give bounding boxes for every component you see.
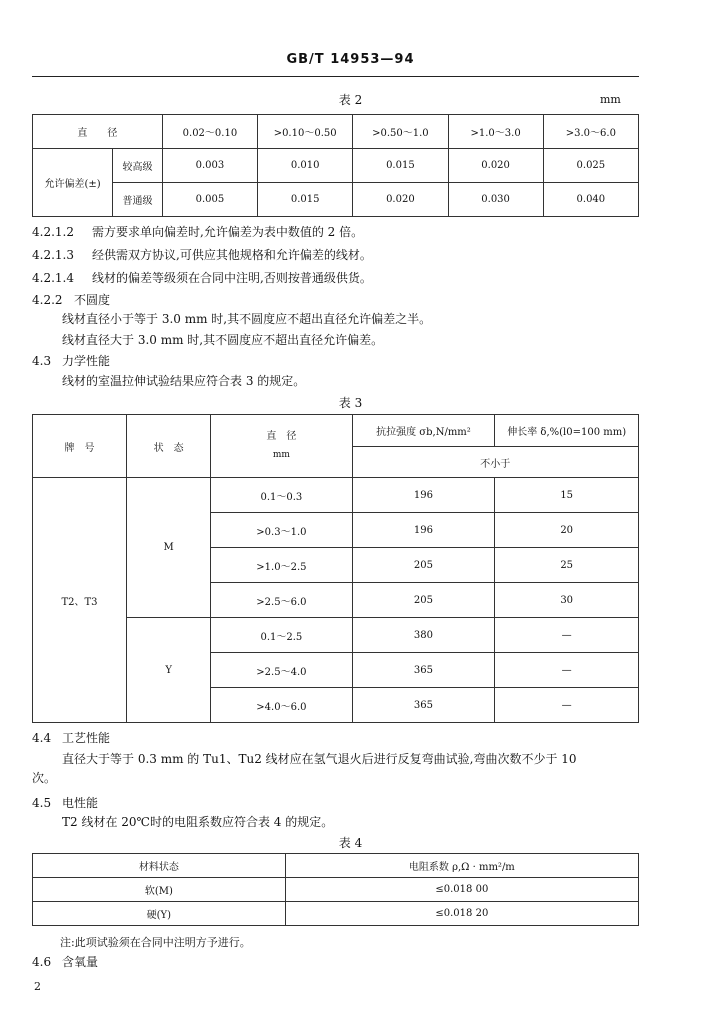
table-cell: 196 bbox=[352, 478, 495, 513]
col-state: 状 态 bbox=[127, 415, 211, 478]
state-cell: M bbox=[127, 478, 211, 618]
table-cell: 205 bbox=[352, 583, 495, 618]
table-4 bbox=[32, 853, 639, 926]
col-material-state: 材料状态 bbox=[33, 854, 286, 878]
section-title: 电性能 bbox=[62, 796, 99, 810]
col-grade: 牌 号 bbox=[33, 415, 127, 478]
table-cell: >0.3～1.0 bbox=[211, 513, 352, 548]
table-cell: 0.1～2.5 bbox=[211, 618, 352, 653]
diameter-label: 直 径 bbox=[33, 115, 163, 149]
header-rule bbox=[32, 76, 639, 77]
table-cell: — bbox=[495, 653, 639, 688]
clause-4-2-1-4 bbox=[32, 268, 372, 288]
section-number: 4.6 bbox=[32, 955, 52, 969]
table-cell: 205 bbox=[352, 548, 495, 583]
table-cell: 0.005 bbox=[162, 183, 257, 217]
state-cell: Y bbox=[127, 618, 211, 723]
table-cell: 20 bbox=[495, 513, 639, 548]
col-elongation: 伸长率 δ,%(l0=100 mm) bbox=[495, 415, 639, 447]
table-cell: 0.030 bbox=[448, 183, 543, 217]
table-cell: 0.015 bbox=[353, 149, 448, 183]
table-cell: ≤0.018 00 bbox=[285, 878, 638, 902]
section-title: 力学性能 bbox=[62, 354, 111, 368]
paragraph: 线材直径小于等于 3.0 mm 时,其不圆度应不超出直径允许偏差之半。 bbox=[62, 312, 432, 326]
table-cell: 硬(Y) bbox=[33, 902, 286, 926]
table-cell: >4.0～6.0 bbox=[211, 688, 352, 723]
clause-4-2-1-3 bbox=[32, 245, 372, 265]
paragraph: 线材直径大于 3.0 mm 时,其不圆度应不超出直径允许偏差。 bbox=[62, 333, 384, 347]
table3-caption: 表 3 bbox=[338, 396, 363, 410]
table-cell: >1.0～2.5 bbox=[211, 548, 352, 583]
table-cell: 365 bbox=[352, 688, 495, 723]
clause-4-2-1-2 bbox=[32, 222, 363, 242]
section-4-4-heading bbox=[32, 728, 110, 748]
col-tensile: 抗拉强度 σb,N/mm² bbox=[352, 415, 495, 447]
paragraph: 直径大于等于 0.3 mm 的 Tu1、Tu2 线材应在氢气退火后进行反复弯曲试验,弯曲次数不少于 10 bbox=[62, 752, 577, 766]
section-4-5-heading bbox=[32, 793, 98, 813]
table-cell: 软(M) bbox=[33, 878, 286, 902]
table-cell: 0.010 bbox=[258, 149, 353, 183]
table-cell: 196 bbox=[352, 513, 495, 548]
col-diameter bbox=[211, 415, 352, 478]
table-cell: 15 bbox=[495, 478, 639, 513]
section-number: 4.4 bbox=[32, 731, 52, 745]
col-resistivity: 电阻系数 ρ,Ω · mm²/m bbox=[285, 854, 638, 878]
table-3 bbox=[32, 414, 639, 723]
table2-caption: 表 2 bbox=[338, 93, 363, 107]
tolerance-label: 允许偏差(±) bbox=[33, 149, 113, 217]
range-cell: >1.0～3.0 bbox=[448, 115, 543, 149]
table-cell: 0.040 bbox=[543, 183, 638, 217]
section-title: 含氧量 bbox=[62, 955, 99, 969]
clause-number: 4.2.1.3 bbox=[32, 248, 74, 262]
clause-number: 4.2.1.4 bbox=[32, 271, 74, 285]
clause-number: 4.2.1.2 bbox=[32, 225, 74, 239]
section-4-2-2-heading bbox=[32, 290, 110, 310]
range-cell: >0.50～1.0 bbox=[353, 115, 448, 149]
paragraph: 线材的室温拉伸试验结果应符合表 3 的规定。 bbox=[62, 374, 306, 388]
table-cell: 365 bbox=[352, 653, 495, 688]
section-4-6-heading bbox=[32, 952, 98, 972]
table-cell: — bbox=[495, 688, 639, 723]
table-cell: 0.020 bbox=[353, 183, 448, 217]
section-4-3-heading bbox=[32, 351, 110, 371]
table-note: 注:此项试验须在合同中注明方予进行。 bbox=[60, 936, 251, 949]
grade-label: 普通级 bbox=[113, 183, 163, 217]
document-header: GB/T 14953—94 bbox=[286, 52, 415, 67]
table-cell: >2.5～4.0 bbox=[211, 653, 352, 688]
paragraph: T2 线材在 20℃时的电阻系数应符合表 4 的规定。 bbox=[62, 815, 334, 829]
table4-caption: 表 4 bbox=[338, 836, 363, 850]
page-number: 2 bbox=[34, 980, 41, 993]
section-number: 4.3 bbox=[32, 354, 52, 368]
table-cell: — bbox=[495, 618, 639, 653]
table-cell: 0.015 bbox=[258, 183, 353, 217]
table-cell: 0.1～0.3 bbox=[211, 478, 352, 513]
table-cell: >2.5～6.0 bbox=[211, 583, 352, 618]
clause-text: 经供需双方协议,可供应其他规格和允许偏差的线材。 bbox=[92, 248, 372, 262]
section-number: 4.2.2 bbox=[32, 293, 63, 307]
table-cell: 0.003 bbox=[162, 149, 257, 183]
table-cell: 0.020 bbox=[448, 149, 543, 183]
clause-text: 需方要求单向偏差时,允许偏差为表中数值的 2 倍。 bbox=[92, 225, 364, 239]
clause-text: 线材的偏差等级须在合同中注明,否则按普通级供货。 bbox=[92, 271, 372, 285]
section-title: 工艺性能 bbox=[62, 731, 111, 745]
section-title: 不圆度 bbox=[74, 293, 111, 307]
table2-unit: mm bbox=[600, 93, 621, 106]
range-cell: >0.10～0.50 bbox=[258, 115, 353, 149]
table-cell: 30 bbox=[495, 583, 639, 618]
paragraph-continuation: 次。 bbox=[32, 771, 57, 785]
col-diameter-unit: mm bbox=[272, 450, 290, 460]
table-cell: ≤0.018 20 bbox=[285, 902, 638, 926]
table-cell: 0.025 bbox=[543, 149, 638, 183]
grade-label: 较高级 bbox=[113, 149, 163, 183]
table-cell: 25 bbox=[495, 548, 639, 583]
table-2 bbox=[32, 114, 639, 217]
col-diameter-label: 直 径 bbox=[266, 431, 297, 442]
range-cell: >3.0～6.0 bbox=[543, 115, 638, 149]
section-number: 4.5 bbox=[32, 796, 52, 810]
table-cell: 380 bbox=[352, 618, 495, 653]
range-cell: 0.02～0.10 bbox=[162, 115, 257, 149]
not-less-label: 不小于 bbox=[352, 447, 638, 478]
grade-cell: T2、T3 bbox=[33, 478, 127, 723]
